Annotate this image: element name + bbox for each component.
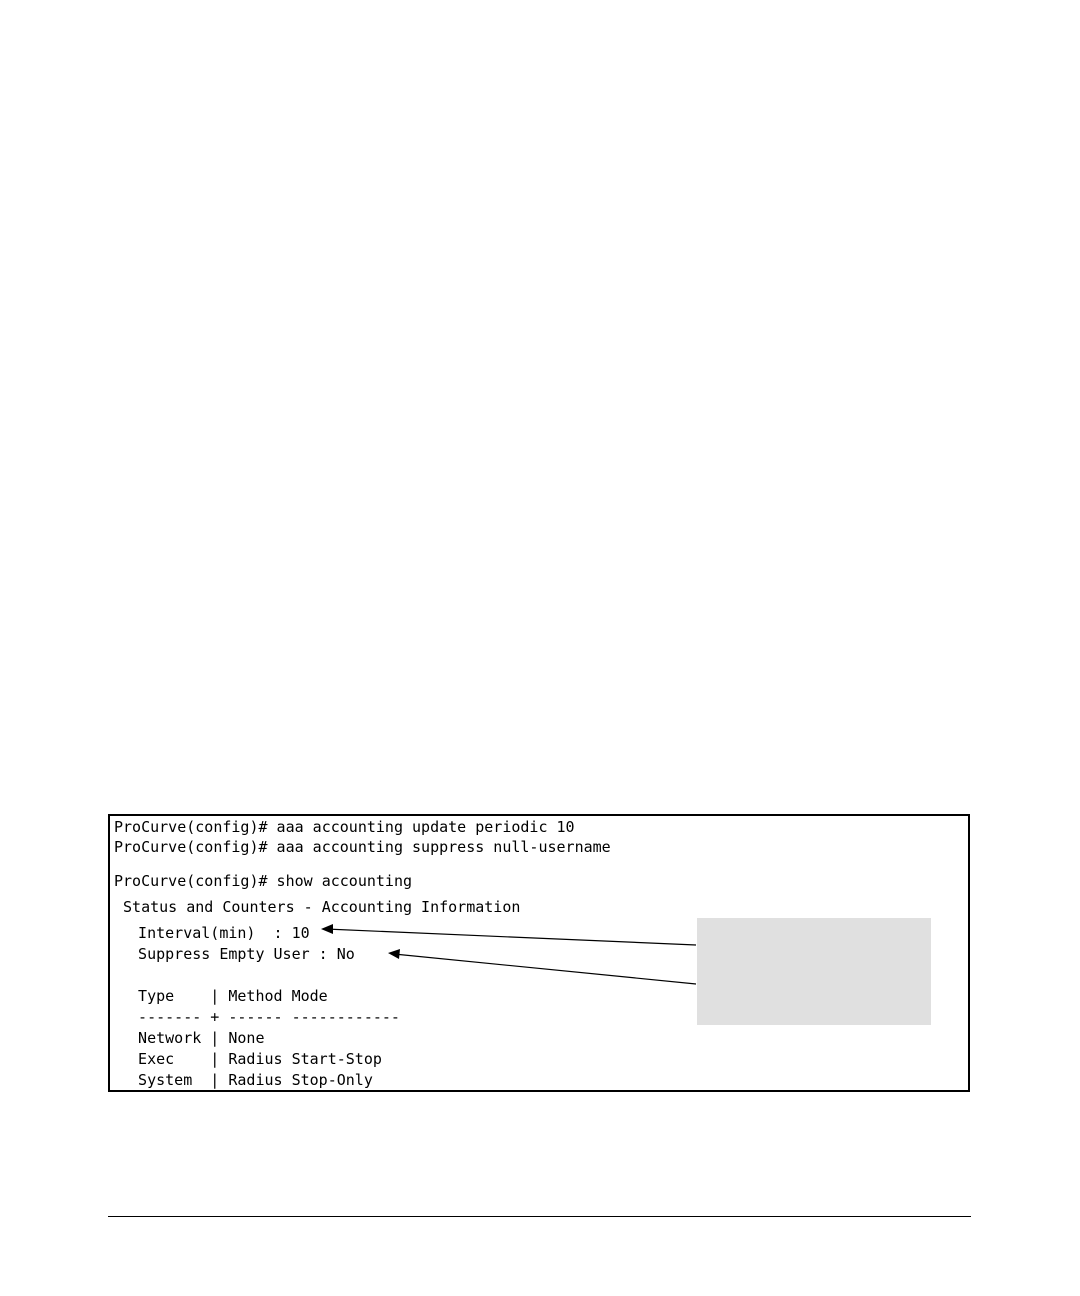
console-figure — [108, 814, 970, 1092]
console-line-suppress-empty-user: Suppress Empty User : No — [120, 945, 355, 963]
callout-arrowhead-suppress — [388, 949, 400, 959]
console-line-command-2: ProCurve(config)# aaa accounting suppress null-username — [114, 838, 611, 856]
console-line-table-row-exec: Exec | Radius Start-Stop — [120, 1050, 382, 1068]
console-line-table-header: Type | Method Mode — [120, 987, 328, 1005]
console-line-table-divider: ------- + ------ ------------ — [120, 1008, 400, 1026]
footer-rule — [108, 1216, 971, 1217]
callout-arrow-suppress — [394, 954, 696, 984]
console-line-command-3: ProCurve(config)# show accounting — [114, 872, 413, 890]
callout-arrowhead-interval — [321, 924, 333, 934]
console-line-command-1: ProCurve(config)# aaa accounting update periodic 10 — [114, 818, 575, 836]
console-line-table-row-network: Network | None — [120, 1029, 265, 1047]
console-line-heading: Status and Counters - Accounting Information — [114, 898, 521, 916]
console-line-interval: Interval(min) : 10 — [120, 924, 310, 942]
console-line-table-row-system: System | Radius Stop-Only — [120, 1071, 373, 1089]
callout-arrows — [110, 816, 968, 1090]
callout-arrow-interval — [326, 929, 696, 945]
